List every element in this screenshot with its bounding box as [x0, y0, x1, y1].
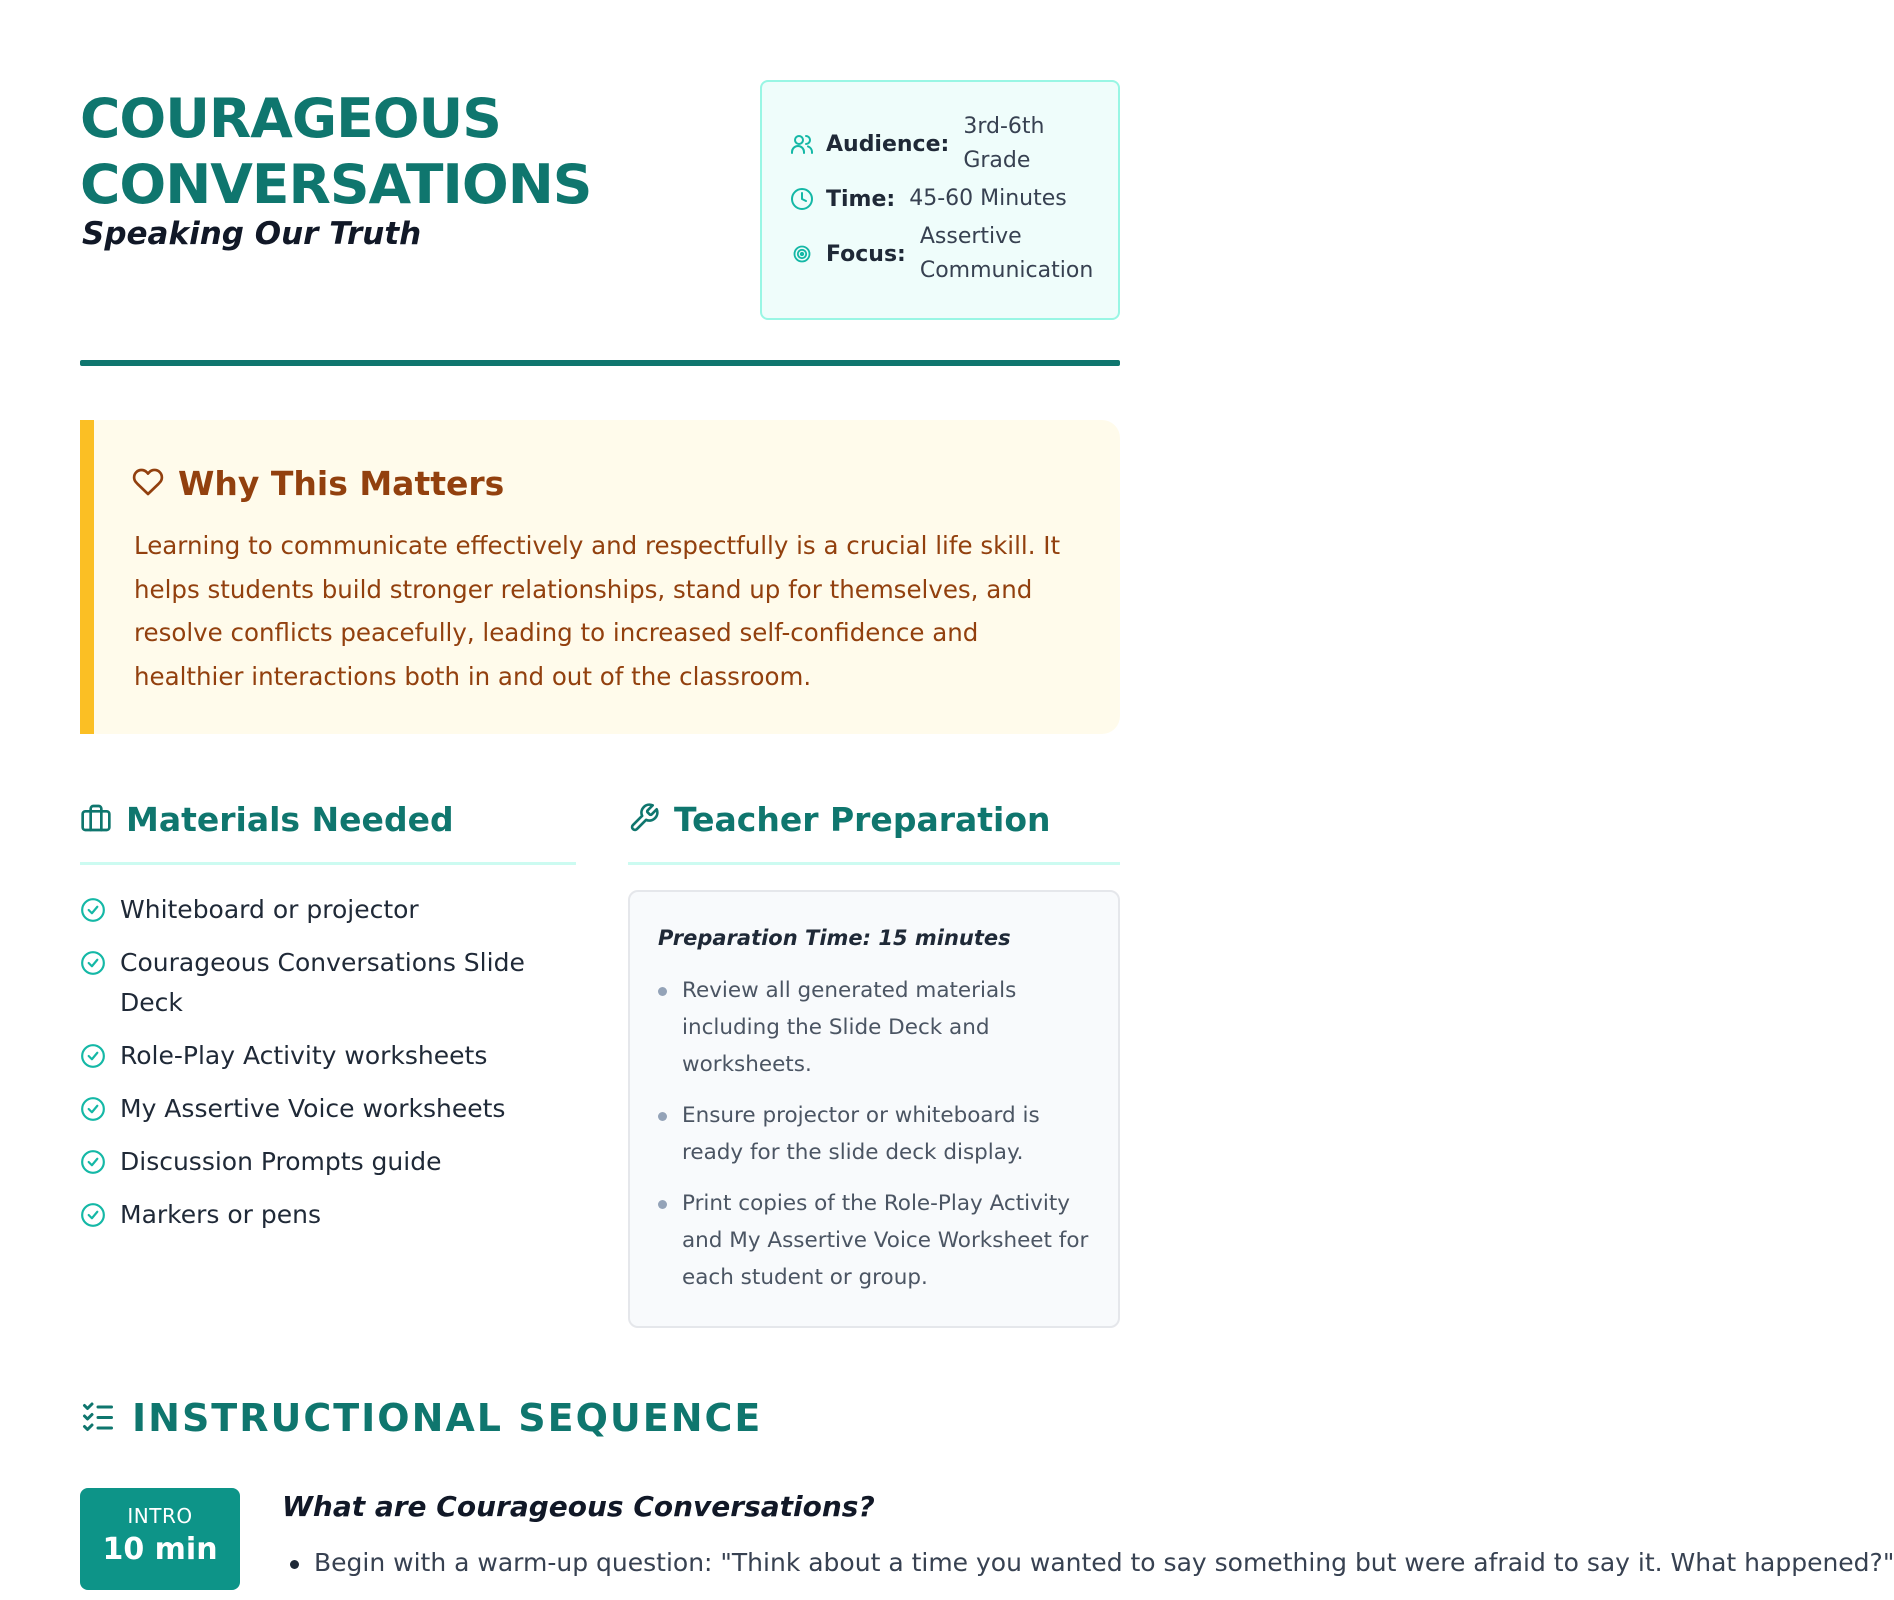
list-item: [80, 1195, 560, 1235]
list-item: [80, 943, 560, 1023]
header-divider: [80, 360, 1120, 366]
prep-heading-text: Teacher Preparation: [674, 800, 1051, 839]
prep-underline: [628, 862, 1120, 865]
why-heading: [132, 464, 504, 503]
users-icon: [790, 132, 814, 156]
wrench-icon: [628, 802, 660, 838]
sequence-heading-text: INSTRUCTIONAL SEQUENCE: [132, 1396, 763, 1440]
check-circle-icon: [80, 1202, 106, 1228]
phase-badge: [80, 1488, 240, 1590]
callout-accent-bar: [80, 420, 94, 734]
material-text: Discussion Prompts guide: [120, 1147, 442, 1176]
list-item: Begin with a warm-up question: "Think about a time you wanted to say something but were afraid to say it. What happened?": [282, 1543, 1122, 1583]
title-line-1: COURAGEOUS: [80, 87, 501, 150]
why-this-matters-callout: [80, 420, 1120, 734]
list-item: Print copies of the Role-Play Activity and My Assertive Voice Worksheet for each student or group.: [658, 1185, 1098, 1296]
material-text: My Assertive Voice worksheets: [120, 1094, 506, 1123]
materials-underline: [80, 862, 576, 865]
material-text: Whiteboard or projector: [120, 895, 419, 924]
list-item: Review all generated materials including the Slide Deck and worksheets.: [658, 972, 1098, 1083]
lesson-plan-page: [80, 0, 1894, 1600]
checklist-icon: [80, 1398, 116, 1438]
focus-value: Assertive Communication: [919, 224, 1094, 283]
materials-list: [80, 890, 560, 1248]
prep-heading: [628, 800, 1051, 839]
title-line-2: CONVERSATIONS: [80, 153, 592, 216]
why-body: Learning to communicate effectively and respectfully is a crucial life skill. It helps students build stronger relationships, stand up for themselves, and resolve conflicts peacefully, leading to increased self-confidence and healthier interactions both in and out of the classroom.: [134, 531, 1061, 691]
step-bullets: [282, 1543, 1894, 1583]
material-text: Role-Play Activity worksheets: [120, 1041, 488, 1070]
heart-icon: [132, 466, 164, 502]
check-circle-icon: [80, 1149, 106, 1175]
page-subtitle: Speaking Our Truth: [82, 216, 422, 252]
phase-label: INTRO: [127, 1504, 193, 1528]
prep-time: Preparation Time: 15 minutes: [658, 926, 1011, 950]
lesson-info-card: [760, 80, 1120, 320]
check-circle-icon: [80, 897, 106, 923]
list-item: [80, 1142, 560, 1182]
phase-duration: 10 min: [102, 1532, 218, 1567]
focus-row: [790, 220, 1100, 288]
clock-icon: [790, 187, 814, 211]
briefcase-icon: [80, 802, 112, 838]
step-title: What are Courageous Conversations?: [282, 1490, 875, 1523]
audience-row: [790, 110, 1073, 178]
material-text: Markers or pens: [120, 1200, 322, 1229]
list-item: [80, 1036, 560, 1076]
time-row: [790, 182, 1067, 216]
check-circle-icon: [80, 950, 106, 976]
prep-card: [628, 890, 1120, 1328]
list-item: [80, 1089, 560, 1129]
check-circle-icon: [80, 1096, 106, 1122]
audience-label: Audience:: [826, 131, 950, 157]
materials-heading-text: Materials Needed: [126, 800, 454, 839]
time-value: 45-60 Minutes: [909, 186, 1067, 211]
audience-value: 3rd-6th Grade: [963, 114, 1045, 173]
material-text: Courageous Conversations Slide Deck: [120, 948, 525, 1017]
focus-label: Focus:: [826, 241, 906, 267]
target-icon: [790, 242, 814, 266]
sequence-heading: [80, 1396, 762, 1440]
sequence-step: [282, 1490, 1894, 1583]
prep-list: [658, 972, 1098, 1310]
list-item: [80, 890, 560, 930]
page-title: [80, 86, 712, 218]
list-item: Ensure projector or whiteboard is ready for the slide deck display.: [658, 1097, 1098, 1171]
why-heading-text: Why This Matters: [178, 464, 505, 503]
time-label: Time:: [826, 186, 896, 212]
materials-heading: [80, 800, 454, 839]
check-circle-icon: [80, 1043, 106, 1069]
